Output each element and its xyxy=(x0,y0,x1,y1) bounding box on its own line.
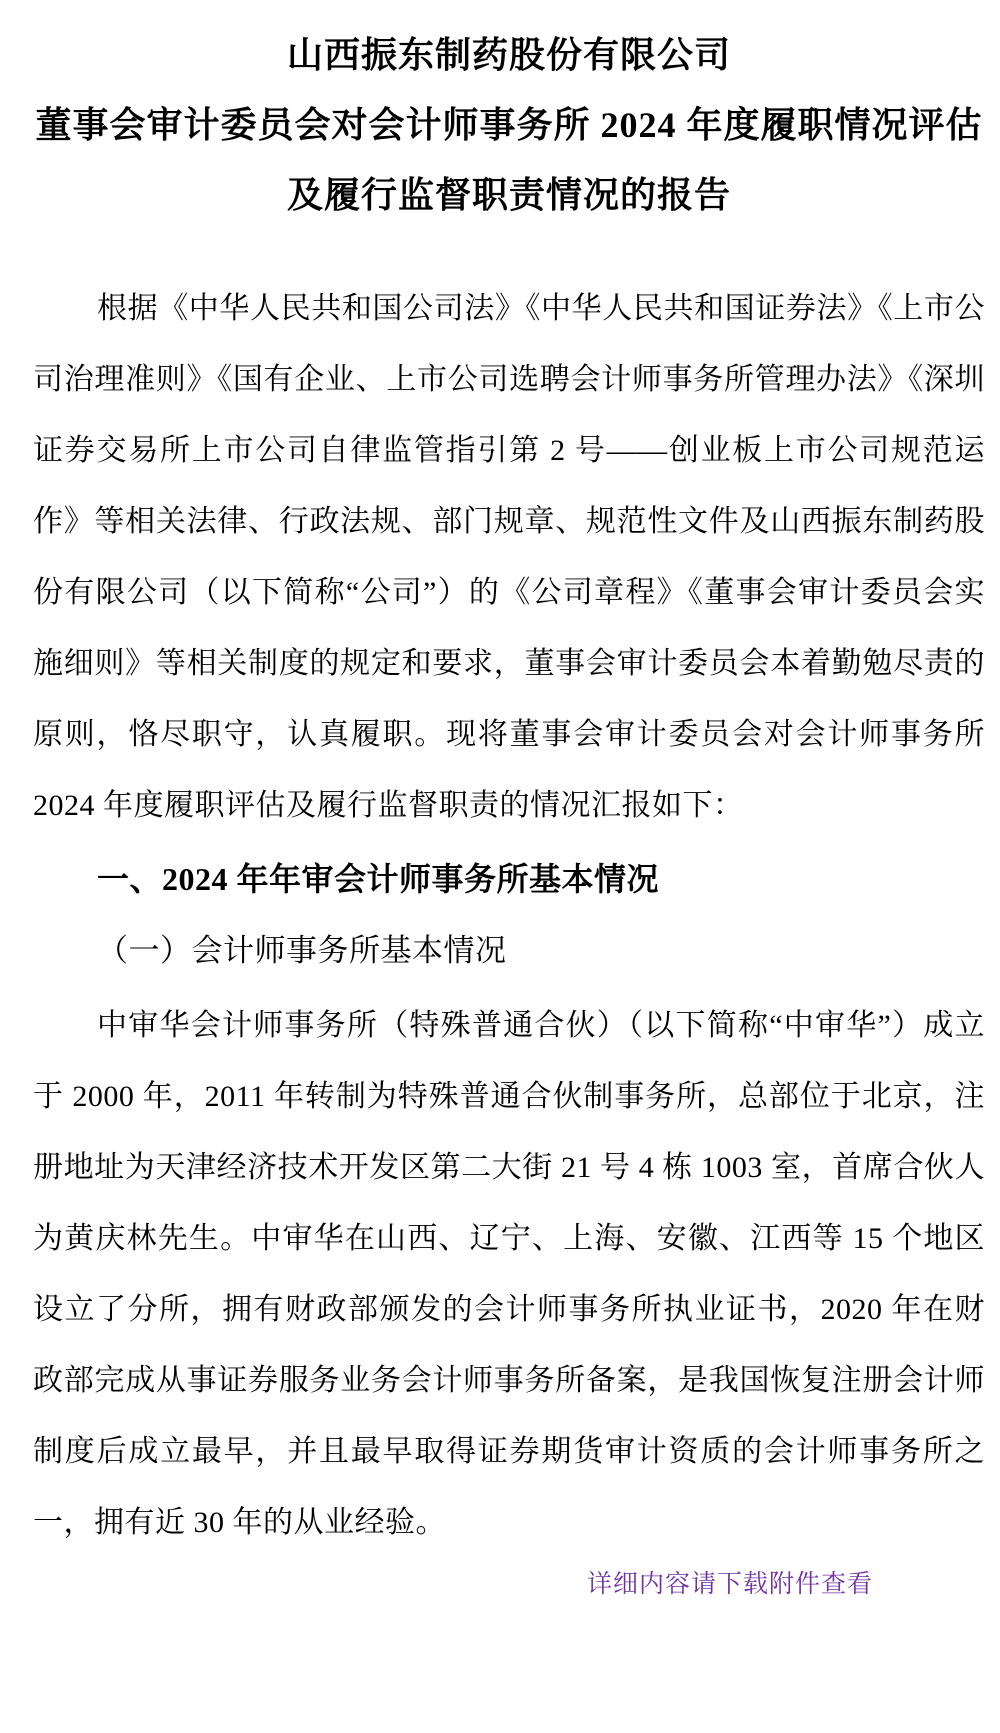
section-1-1-subheading: （一）会计师事务所基本情况 xyxy=(97,933,507,968)
attachment-download-notice: 详细内容请下载附件查看 xyxy=(587,1570,874,1598)
title-report-line-2: 及履行监督职责情况的报告 xyxy=(286,175,731,215)
title-company-name: 山西振东制药股份有限公司 xyxy=(286,35,731,75)
document-title xyxy=(33,20,985,230)
section-1-heading: 一、2024 年年审会计师事务所基本情况 xyxy=(97,861,660,897)
firm-profile-paragraph: 中审华会计师事务所（特殊普通合伙）（以下简称“中审华”）成立于 2000 年，2011 年转制为特殊普通合伙制事务所，总部位于北京，注册地址为天津经济技术开发区第二大街 21 号 4 栋 1003 室，首席合伙人为黄庆林先生。中审华在山西、辽宁、上海、安徽、江西等 15 个地区设立了分所，拥有财政部颁发的会计师事务所执业证书，2020 年在财政部完成从事证券服务业务会计师事务所备案，是我国恢复注册会计师制度后成立最早，并且最早取得证券期货审计资质的会计师事务所之一，拥有近 30 年的从业经验。 xyxy=(33,1009,985,1539)
title-report-line-1: 董事会审计委员会对会计师事务所 2024 年度履职情况评估 xyxy=(35,105,983,145)
intro-paragraph: 根据《中华人民共和国公司法》《中华人民共和国证券法》《上市公司治理准则》《国有企业、上市公司选聘会计师事务所管理办法》《深圳证券交易所上市公司自律监管指引第 2 号——创业板上市公司规范运作》等相关法律、行政法规、部门规章、规范性文件及山西振东制药股份有限公司（以下简称“公司”）的《公司章程》《董事会审计委员会实施细则》等相关制度的规定和要求，董事会审计委员会本着勤勉尽责的原则，恪尽职守，认真履职。现将董事会审计委员会对会计师事务所 2024 年度履职评估及履行监督职责的情况汇报如下： xyxy=(33,292,985,822)
